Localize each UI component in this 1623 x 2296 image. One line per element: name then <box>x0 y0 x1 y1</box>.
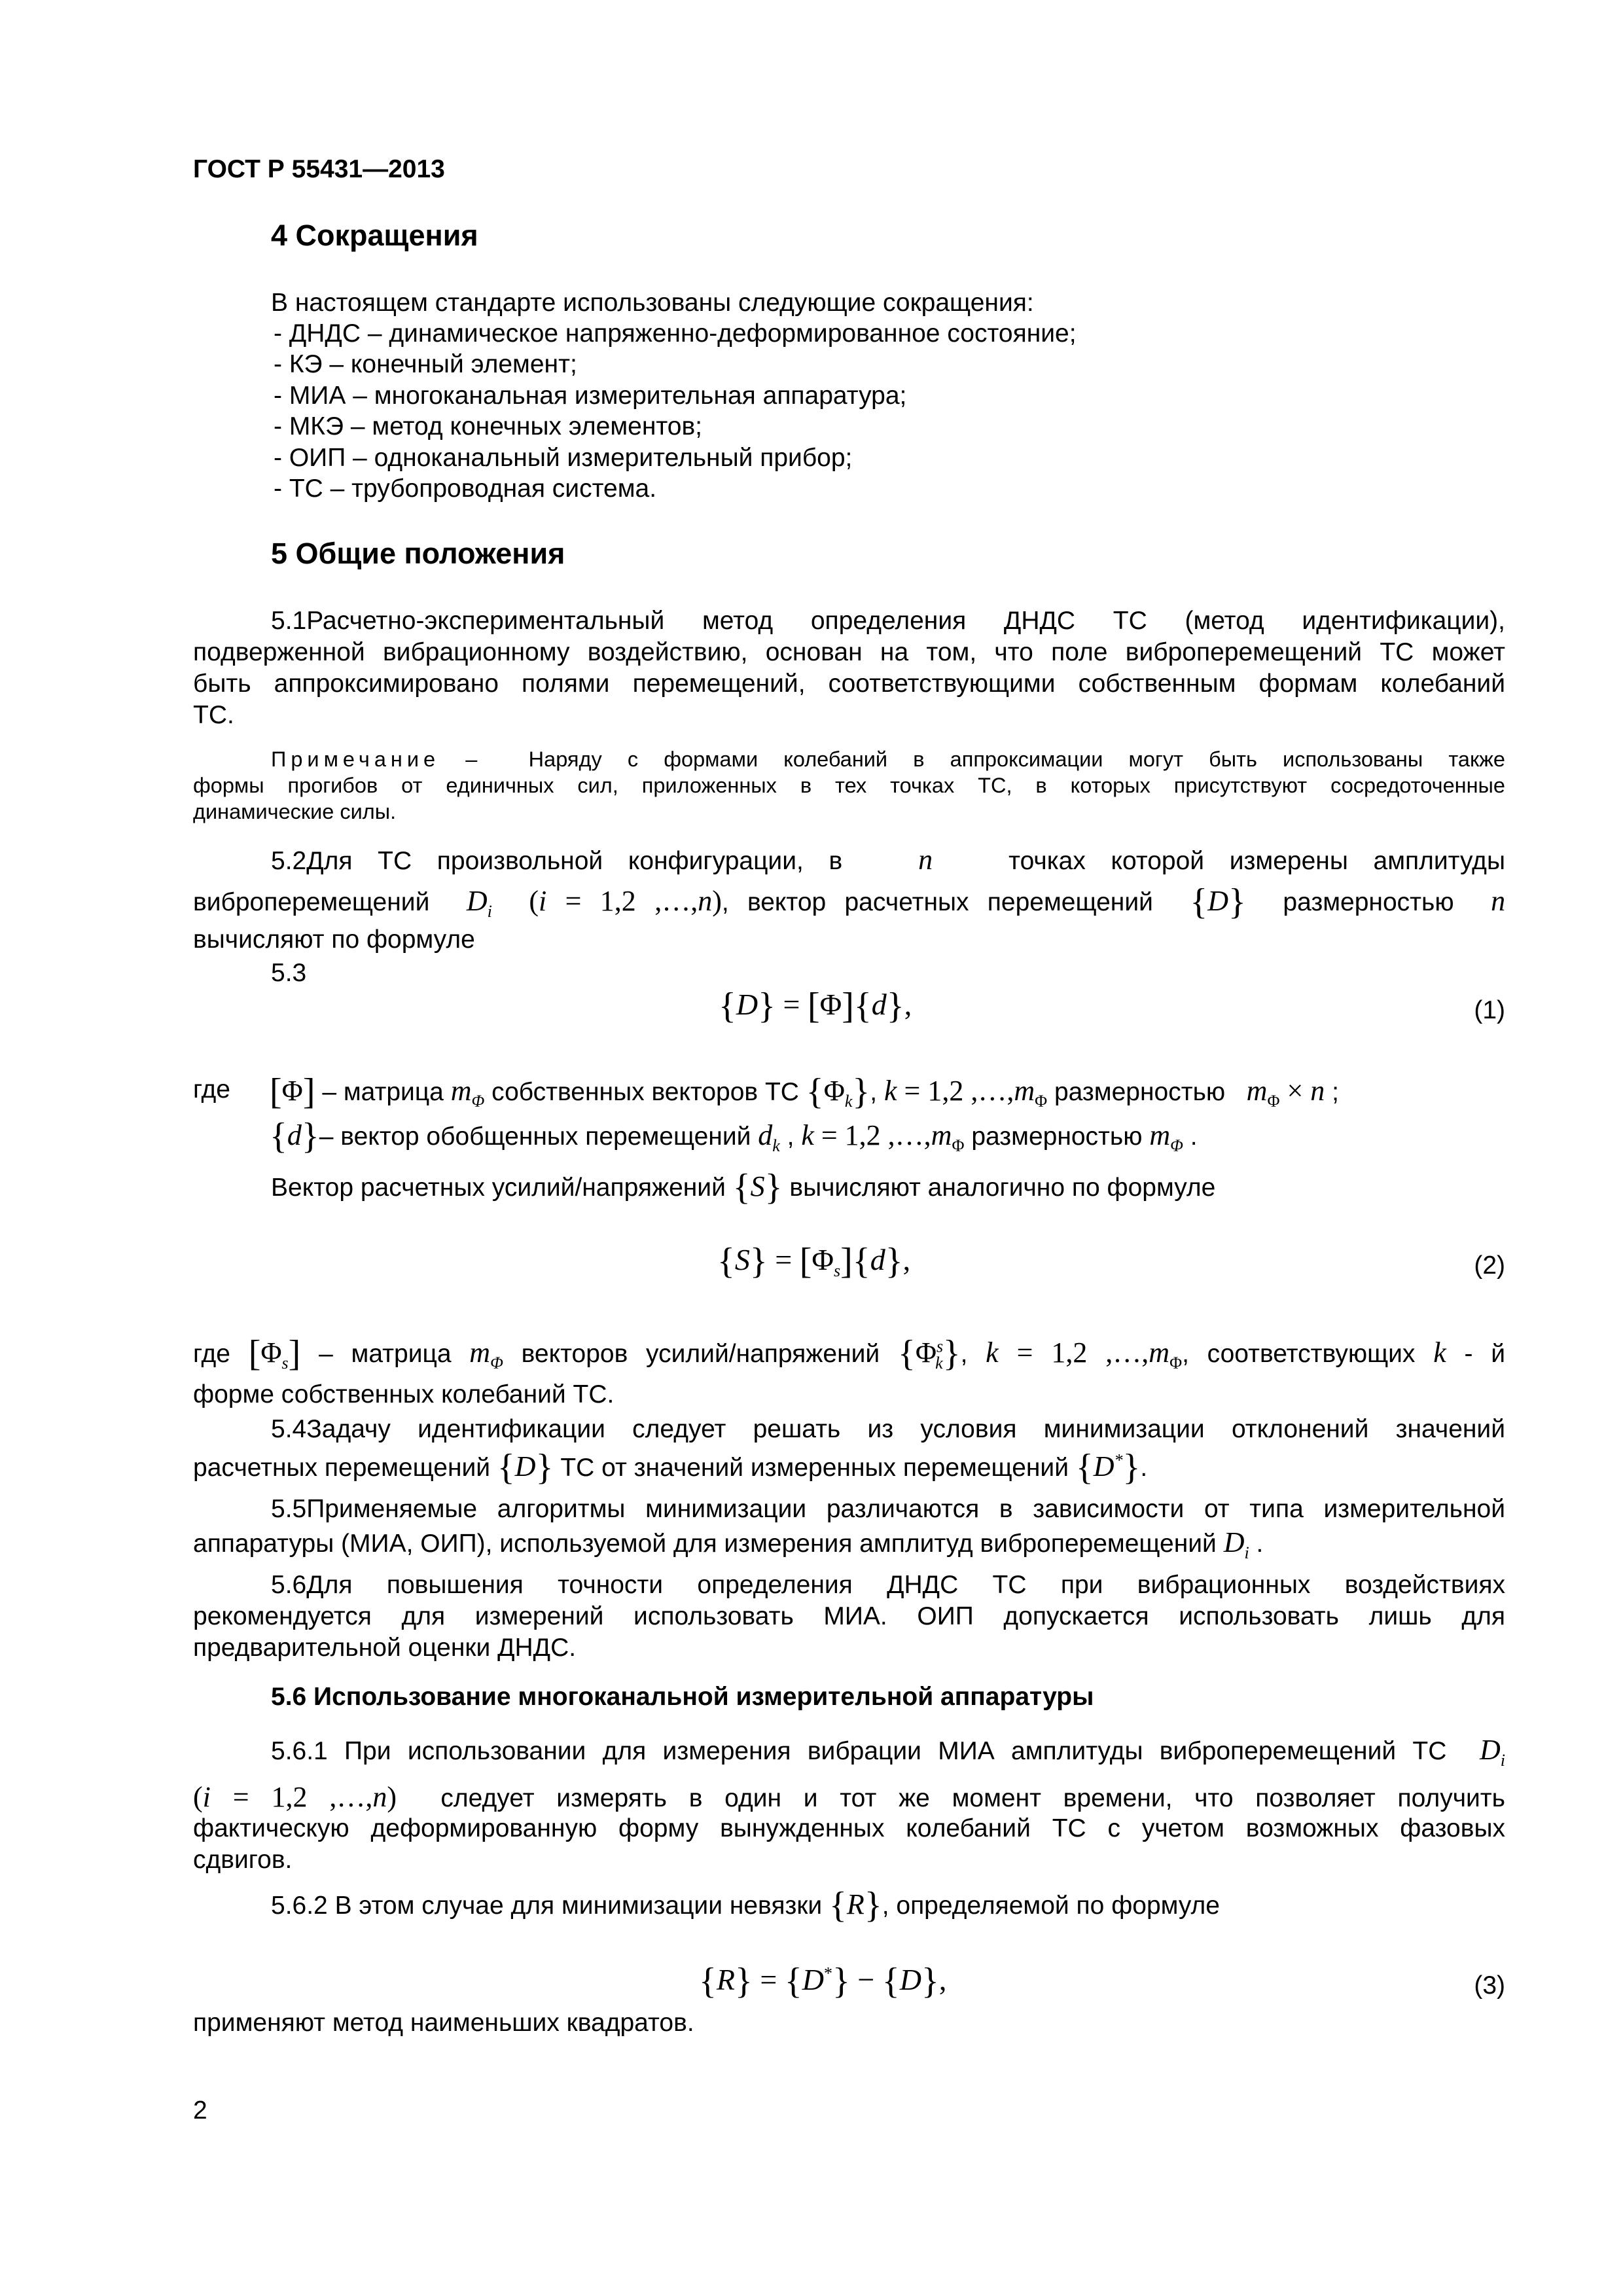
document-code: ГОСТ Р 55431—2013 <box>193 155 445 183</box>
where-1-label: где <box>193 1075 230 1103</box>
para-5-1-line: 5.1Расчетно-экспериментальный метод определения ДНДС ТС (метод идентификации), <box>271 607 1505 635</box>
note-label: Примечание <box>271 747 440 771</box>
para-5-2-line-1: 5.2Для ТС произвольной конфигурации, в n точках которой измерены амплитуды <box>271 844 1505 876</box>
equation-1: {D} = [Φ]{d}, <box>719 986 912 1026</box>
note-line-2: формы прогибов от единичных сил, приложенных в тех точках ТС, в которых присутствуют сосредоточенные <box>193 774 1505 797</box>
para-5-1-line: быть аппроксимировано полями перемещений, соответствующими собственным формам колебаний <box>193 670 1505 698</box>
section-5-title: 5 Общие положения <box>271 537 565 570</box>
equation-3-number: (3) <box>1474 1971 1505 2000</box>
where-1-line-1: [Φ] – матрица $m_\Phi$ собственных векторов ТС $\{\Phi_k\}$, k = 1,2 $,\dots,m_\Phi$ размерностью $m_\Phi \times n$ ; <box>270 1071 1339 1112</box>
vector-s-line: Вектор расчетных усилий/напряжений {S} вычисляют аналогично по формуле <box>271 1167 1216 1208</box>
para-5-6-line: 5.6Для повышения точности определения ДНДС ТС при вибрационных воздействиях <box>271 1571 1505 1599</box>
para-5-6-1-line-4: сдвигов. <box>193 1846 293 1874</box>
section-4-title: 4 Сокращения <box>271 219 478 252</box>
para-5-5-line-2: аппаратуры (МИА, ОИП), используемой для измерения амплитуд виброперемещений $D_i$ . <box>193 1526 1264 1562</box>
abbrev-item: - ОИП – одноканальный измерительный прибор; <box>274 444 853 472</box>
final-sentence: применяют метод наименьших квадратов. <box>193 2009 694 2037</box>
para-5-2-line-2: виброперемещений $D_i$ (i = 1,2 ,…,n), вектор расчетных перемещений {D} размерностью n <box>193 882 1506 922</box>
abbrev-item: - МИА – многоканальная измерительная аппаратура; <box>274 382 907 410</box>
page-number: 2 <box>193 2096 207 2125</box>
equation-3: {R} = {D*} − {D}, <box>699 1961 947 2001</box>
para-5-6-1-line-2: (i = 1,2 ,…,n) следует измерять в один и тот же момент времени, что позволяет получить <box>193 1781 1505 1813</box>
equation-2-number: (2) <box>1474 1251 1505 1280</box>
abbrev-item: - МКЭ – метод конечных элементов; <box>274 412 703 440</box>
para-5-1-line: ТС. <box>193 701 234 729</box>
note-line-3: динамические силы. <box>193 800 397 823</box>
para-5-1-line: подверженной вибрационному воздействию, основан на том, что поле виброперемещений ТС может <box>193 638 1505 666</box>
abbrev-item: - КЭ – конечный элемент; <box>274 350 577 378</box>
abbrev-item: - ТС – трубопроводная система. <box>274 475 657 503</box>
where-2-line-1: где $[\Phi_s]$ – матрица $m_\Phi$ векторов усилий/напряжений $\{\Phi^s_k\}$, k = 1,2 $,\dots,m_\Phi$, соответствующих k - й <box>193 1333 1506 1374</box>
para-5-2-line-3: вычисляют по формуле <box>193 925 475 954</box>
where-1-line-2: {d}– вектор обобщенных перемещений $d_k$ , k = 1,2 $,\dots,m_\Phi$ размерностью $m_\Phi$ . <box>270 1116 1198 1157</box>
abbrev-intro: В настоящем стандарте использованы следующие сокращения: <box>271 289 1034 317</box>
para-5-5-line-1: 5.5Применяемые алгоритмы минимизации различаются в зависимости от типа измерительной <box>271 1495 1505 1523</box>
where-2-line-2: форме собственных колебаний ТС. <box>193 1380 615 1408</box>
para-5-6-1-line-1: 5.6.1 При использовании для измерения вибрации МИА амплитуды виброперемещений ТС $D_i$ <box>271 1734 1506 1770</box>
subsection-5-6-title: 5.6 Использование многоканальной измерительной аппаратуры <box>271 1683 1094 1711</box>
para-5-4-line-2: расчетных перемещений {D} ТС от значений измеренных перемещений {D*}. <box>193 1447 1148 1488</box>
para-5-6-1-line-3: фактическую деформированную форму вынужденных колебаний ТС с учетом возможных фазовых <box>193 1814 1505 1842</box>
para-5-6-line: рекомендуется для измерений использовать МИА. ОИП допускается использовать лишь для <box>193 1602 1505 1630</box>
para-5-6-2: 5.6.2 В этом случае для минимизации невязки {R}, определяемой по формуле <box>271 1885 1220 1926</box>
para-5-6-line: предварительной оценки ДНДС. <box>193 1634 577 1662</box>
equation-1-number: (1) <box>1474 996 1505 1024</box>
equation-2: $\{S\} = [\Phi_s]\{d\}$, <box>717 1241 911 1282</box>
para-5-3: 5.3 <box>271 959 307 987</box>
para-5-4-line-1: 5.4Задачу идентификации следует решать из условия минимизации отклонений значений <box>271 1415 1505 1443</box>
abbrev-item: - ДНДС – динамическое напряженно-деформированное состояние; <box>274 319 1077 348</box>
note-line-1: Примечание – Наряду с формами колебаний в аппроксимации могут быть использованы также <box>271 747 1505 771</box>
